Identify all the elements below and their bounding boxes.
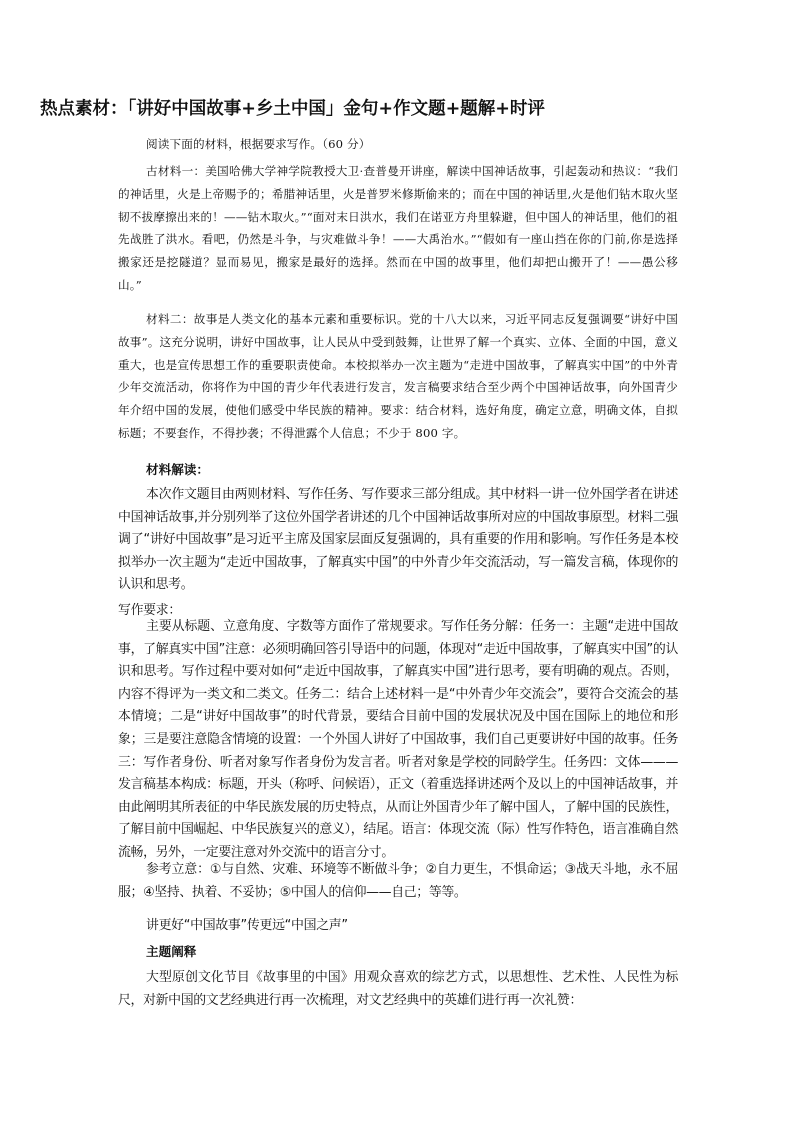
reference-ideas: 参考立意：①与自然、灾难、环境等不断做斗争；②自力更生，不惧命运；③战天斗地，永不屈服；④坚持、执着、不妥协；⑤中国人的信仰——自己；等等。 <box>118 862 678 900</box>
material-one: 古材料一：美国哈佛大学神学院教授大卫·查普曼开讲座，解读中国神话故事，引起轰动和热议：“我们的神话里，火是上帝赐予的；希腊神话里，火是普罗米修斯偷来的；而在中国的神话里,火是他们钻木取火坚韧不拔摩擦出来的！——钻木取火。”“面对末日洪水，我们在诺亚方舟里躲避，但中国人的神话里，他们的祖先战胜了洪水。看吧，仍然是斗争，与灾难做斗争！——大禹治水。”“假如有一座山挡在你的门前,你是选择搬家还是挖隧道？显而易见，搬家是最好的选择。然而在中国的故事里，他们却把山搬开了！——愚公移山。” <box>118 164 678 292</box>
theme-paragraph: 大型原创文化节目《故事里的中国》用观众喜欢的综艺方式，以思想性、艺术性、人民性为标尺，对新中国的文艺经典进行再一次梳理，对文艺经典中的英雄们进行再一次礼赞： <box>118 970 678 1008</box>
heading-material-analysis: 材料解读： <box>146 462 209 477</box>
requirements-label: 写作要求： <box>118 603 181 618</box>
analysis-paragraph: 本次作文题目由两则材料、写作任务、写作要求三部分组成。其中材料一讲一位外国学者在讲述中国神话故事,并分别列举了这位外国学者讲述的几个中国神话故事所对应的中国故事原型。材料二强调了“讲好中国故事”是习近平主席及国家层面反复强调的，具有重要的作用和影响。写作任务是本校拟举办一次主题为“走近中国故事，了解真实中国”的中外青少年交流活动，写一篇发言稿，体现你的认识和思考。 <box>118 487 678 593</box>
material-two: 材料二：故事是人类文化的基本元素和重要标识。党的十八大以来，习近平同志反复强调要“讲好中国故事”。这充分说明，讲好中国故事，让人民从中受到鼓舞，让世界了解一个真实、立体、全面的中国，意义重大，也是宣传思想工作的重要职责使命。本校拟举办一次主题为“走进中国故事，了解真实中国”的中外青少年交流活动，你将作为中国的青少年代表进行发言，发言稿要求结合至少两个中国神话故事，向外国青少年介绍中国的发展，使他们感受中华民族的精神。要求：结合材料，选好角度，确定立意，明确文体，自拟标题；不要套作，不得抄袭；不得泄露个人信息；不少于 800 字。 <box>118 312 678 440</box>
writing-prompt: 阅读下面的材料，根据要求写作。（60 分） <box>146 137 371 151</box>
page-title: 热点素材：「讲好中国故事+乡土中国」金句+作文题+题解+时评 <box>40 99 545 119</box>
section-subtitle: 讲更好“中国故事”传更远“中国之声” <box>146 918 348 933</box>
requirements-paragraph: 主要从标题、立意角度、字数等方面作了常规要求。写作任务分解：任务一：主题“走进中国故事，了解真实中国”注意：必须明确回答引导语中的问题，体现对“走近中国故事，了解真实中国”的认识和思考。写作过程中要对如何“走近中国故事，了解真实中国”进行思考，要有明确的观点。否则，内容不得评为一类文和二类文。任务二：结合上述材料一是“中外青少年交流会”，要符合交流会的基本情境；二是“讲好中国故事”的时代背景，要结合目前中国的发展状况及中国在国际上的地位和形象；三是要注意隐含情境的设置：一个外国人讲好了中国故事，我们自己更要讲好中国的故事。任务三：写作者身份、听者对象写作者身份为发言者。听者对象是学校的同龄学生。任务四：文体———发言稿基本构成：标题，开头（称呼、问候语），正文（着重选择讲述两个及以上的中国神话故事，并由此阐明其所表征的中华民族发展的历史特点，从而让外国青少年了解中国人，了解中国的民族性，了解目前中国崛起、中华民族复兴的意义），结尾。语言：体现交流（际）性写作特色，语言准确自然流畅，另外，一定要注意对外交流中的语言分寸。 <box>118 619 678 860</box>
heading-theme: 主题阐释 <box>146 944 197 959</box>
